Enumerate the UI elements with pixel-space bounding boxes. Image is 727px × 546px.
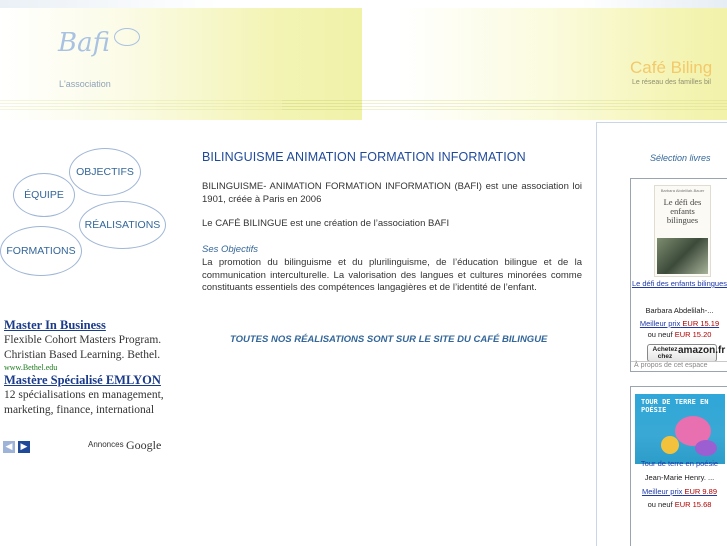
header-stripes-right: [282, 98, 727, 110]
bafi-logo[interactable]: [56, 28, 146, 92]
ads-navigation: [3, 438, 163, 454]
best-price-label: Meilleur prix: [639, 319, 681, 328]
main-content: [202, 150, 582, 345]
best-price-link[interactable]: [631, 487, 727, 496]
logo-text: Bafi: [58, 28, 110, 58]
ad-title[interactable]: Mastère Spécialisé EMLYON: [4, 373, 161, 387]
buy-button-label: Achetez chez: [652, 346, 678, 360]
new-price: [631, 500, 727, 509]
book-selection-heading: Sélection livres: [650, 153, 711, 163]
best-price-link[interactable]: [631, 319, 727, 328]
cover-title: Le défi des enfants bilingues: [663, 197, 702, 225]
book-title[interactable]: Tour de terre en poésie: [640, 459, 719, 468]
new-price-value: EUR 15.68: [674, 500, 712, 509]
amazon-book-widget: [630, 178, 727, 372]
google-ads: [4, 318, 164, 442]
cafe-bilingue-subtitle: Le réseau des familles bil: [632, 79, 711, 86]
book-author: Jean-Marie Henry. ...: [644, 473, 715, 482]
new-price-label: ou neuf: [647, 500, 673, 509]
amazon-logo: amazon.fr: [678, 345, 726, 356]
book-cover[interactable]: [654, 185, 711, 277]
ad-text: 12 spécialisations en management, marketing, finance, international: [4, 389, 164, 416]
next-ad-arrow-icon[interactable]: ▶: [18, 441, 30, 453]
intro-paragraph: BILINGUISME- ANIMATION FORMATION INFORMATION (BAFI) est une association loi 1901, créée à Paris en 2006: [202, 181, 582, 205]
ad-text: Flexible Cohort Masters Program. Christian Based Learning. Bethel.: [4, 334, 162, 361]
ads-label[interactable]: Annonces: [88, 440, 124, 449]
realisations-link[interactable]: TOUTES NOS RÉALISATIONS SONT SUR LE SITE DU CAFÉ BILINGUE: [230, 334, 548, 345]
ad-title[interactable]: Master In Business: [4, 318, 106, 332]
new-price: [631, 330, 727, 339]
best-price-value: EUR 15.19: [682, 319, 720, 328]
cover-author: Barbara Abdelilah-Bauer: [660, 188, 705, 193]
amazon-book-widget: [630, 386, 727, 546]
google-logo[interactable]: Google: [126, 438, 162, 452]
best-price-label: Meilleur prix: [641, 487, 683, 496]
book-cover[interactable]: [635, 394, 725, 464]
cover-illustration: [661, 436, 679, 454]
top-band: [0, 0, 727, 8]
objectifs-paragraph: La promotion du bilinguisme et du plurilinguisme, de l’éducation bilingue et de la communication interculturelle. La valorisation des langues et cultures minorées comme constituants essentiels des compétences langagières et de l’identité de l’enfant.: [202, 257, 582, 293]
about-this-space-link[interactable]: À propos de cet espace: [634, 362, 708, 369]
book-title-link[interactable]: [631, 279, 727, 289]
logo-subtitle: L'association: [59, 79, 111, 89]
ad-url[interactable]: www.Bethel.edu: [4, 363, 58, 372]
cafe-bilingue-paragraph: Le CAFÉ BILINGUE est une création de l’association BAFI: [202, 218, 450, 229]
nav-objectifs[interactable]: OBJECTIFS: [69, 148, 141, 196]
previous-ad-arrow-icon[interactable]: ◀: [3, 441, 15, 453]
cover-title: TOUR DE TERRE EN POÉSIE: [641, 398, 709, 414]
page-title: BILINGUISME ANIMATION FORMATION INFORMATION: [202, 150, 526, 164]
new-price-value: EUR 15.20: [674, 330, 712, 339]
book-author: Barbara Abdelilah-...: [645, 306, 714, 315]
nav-realisations[interactable]: RÉALISATIONS: [79, 201, 166, 249]
buy-at-amazon-button[interactable]: [647, 344, 726, 362]
cover-illustration: [695, 440, 717, 456]
speech-bubble-icon: [114, 28, 140, 46]
cafe-bilingue-title[interactable]: Café Biling: [630, 58, 713, 77]
nav-formations[interactable]: FORMATIONS: [0, 226, 82, 276]
new-price-label: ou neuf: [647, 330, 673, 339]
objectifs-heading: Ses Objectifs: [202, 244, 258, 255]
book-title: Le défi des enfants bilingues: [631, 279, 727, 288]
nav-equipe[interactable]: ÉQUIPE: [13, 173, 75, 217]
cover-photo: [657, 238, 708, 274]
best-price-value: EUR 9.89: [684, 487, 718, 496]
